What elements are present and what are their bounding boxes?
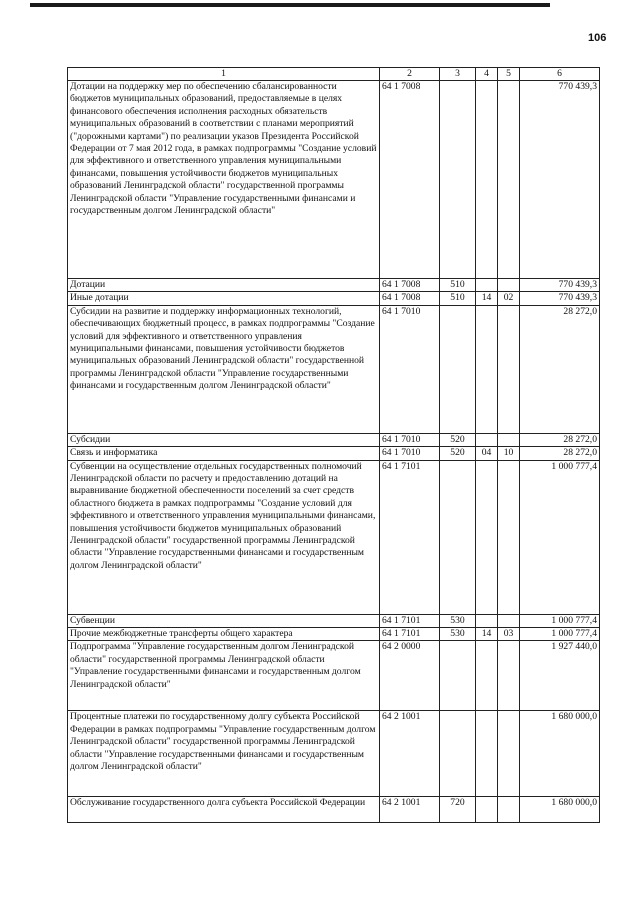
row-section-cell: 14 (476, 292, 498, 305)
header-col-4: 4 (476, 68, 498, 81)
row-expense-type-cell: 530 (440, 614, 476, 627)
table-row (68, 279, 600, 292)
budget-table (67, 67, 600, 823)
row-expense-type-cell: 510 (440, 279, 476, 292)
row-subsection-cell (498, 279, 520, 292)
table-row (68, 641, 600, 711)
row-subsection-cell (498, 433, 520, 446)
row-section-cell (476, 711, 498, 797)
row-target-article-cell: 64 1 7010 (380, 305, 440, 433)
row-section-cell (476, 460, 498, 614)
header-col-1: 1 (68, 68, 380, 81)
row-subsection-cell: 02 (498, 292, 520, 305)
row-amount-cell: 28 272,0 (520, 433, 600, 446)
header-col-6: 6 (520, 68, 600, 81)
row-target-article-cell: 64 1 7008 (380, 279, 440, 292)
row-target-article-cell: 64 1 7008 (380, 292, 440, 305)
row-target-article-cell: 64 2 0000 (380, 641, 440, 711)
row-expense-type-cell: 520 (440, 447, 476, 460)
row-amount-cell: 770 439,3 (520, 279, 600, 292)
row-subsection-cell (498, 641, 520, 711)
row-target-article-cell: 64 1 7101 (380, 614, 440, 627)
row-target-article-cell: 64 1 7008 (380, 81, 440, 279)
row-target-article-cell: 64 1 7010 (380, 433, 440, 446)
table-row (68, 460, 600, 614)
table-row (68, 433, 600, 446)
row-section-cell (476, 797, 498, 823)
row-expense-type-cell (440, 305, 476, 433)
row-subsection-cell (498, 305, 520, 433)
row-section-cell: 14 (476, 628, 498, 641)
page-number: 106 (588, 32, 607, 44)
row-subsection-cell (498, 797, 520, 823)
row-subsection-cell: 10 (498, 447, 520, 460)
row-name-cell: Процентные платежи по государственному долгу субъекта Российской Федерации в рамках подпрограммы "Управление государственным долгом Ленинградской области" государственной программы Ленинградской области "Управление государственными финансами и государственным долгом Ленинградской области" (68, 711, 380, 797)
row-section-cell (476, 614, 498, 627)
row-name-cell: Подпрограмма "Управление государственным долгом Ленинградской области" государственной программы Ленинградской области "Управление государственными финансами и государственным долгом Ленинградской области" (68, 641, 380, 711)
top-rule (30, 3, 550, 7)
row-name-cell: Прочие межбюджетные трансферты общего характера (68, 628, 380, 641)
row-amount-cell: 1 000 777,4 (520, 628, 600, 641)
row-amount-cell: 1 927 440,0 (520, 641, 600, 711)
row-target-article-cell: 64 1 7101 (380, 460, 440, 614)
row-section-cell: 04 (476, 447, 498, 460)
row-amount-cell: 770 439,3 (520, 81, 600, 279)
row-amount-cell: 28 272,0 (520, 305, 600, 433)
row-name-cell: Иные дотации (68, 292, 380, 305)
row-name-cell: Субвенции (68, 614, 380, 627)
row-amount-cell: 28 272,0 (520, 447, 600, 460)
row-section-cell (476, 641, 498, 711)
table-row (68, 305, 600, 433)
table-row (68, 711, 600, 797)
table-row (68, 628, 600, 641)
row-expense-type-cell: 530 (440, 628, 476, 641)
row-subsection-cell (498, 614, 520, 627)
row-subsection-cell (498, 81, 520, 279)
row-section-cell (476, 279, 498, 292)
row-amount-cell: 1 680 000,0 (520, 711, 600, 797)
row-name-cell: Дотации на поддержку мер по обеспечению сбалансированности бюджетов муниципальных образований, предоставляемые в целях финансового обеспечения исполнения расходных обязательств муниципальных образований в соответствии с планами мероприятий ("дорожными картами") по реализации указов Президента Российской Федерации от 7 мая 2012 года, в рамках подпрограммы "Создание условий для эффективного и ответственного управления муниципальными финансами, повышения устойчивости бюджетов муниципальных образований Ленинградской области" государственной программы Ленинградской области "Управление государственными финансами и государственным долгом Ленинградской области" (68, 81, 380, 279)
row-target-article-cell: 64 2 1001 (380, 711, 440, 797)
row-name-cell: Субсидии на развитие и поддержку информационных технологий, обеспечивающих бюджетный процесс, в рамках подпрограммы "Создание условий для эффективного и ответственного управления муниципальными финансами, повышения устойчивости бюджетов муниципальных образований Ленинградской области" государственной программы Ленинградской области "Управление государственными финансами и государственным долгом Ленинградской области" (68, 305, 380, 433)
table-row (68, 797, 600, 823)
row-subsection-cell: 03 (498, 628, 520, 641)
row-name-cell: Дотации (68, 279, 380, 292)
header-col-2: 2 (380, 68, 440, 81)
row-expense-type-cell (440, 460, 476, 614)
row-target-article-cell: 64 1 7010 (380, 447, 440, 460)
row-amount-cell: 1 000 777,4 (520, 460, 600, 614)
table-row (68, 447, 600, 460)
row-name-cell: Обслуживание государственного долга субъекта Российской Федерации (68, 797, 380, 823)
row-section-cell (476, 81, 498, 279)
row-name-cell: Субвенции на осуществление отдельных государственных полномочий Ленинградской области по расчету и предоставлению дотаций на выравнивание бюджетной обеспеченности поселений за счет средств областного бюджета в рамках подпрограммы "Создание условий для эффективного и ответственного управления муниципальными финансами, повышения устойчивости бюджетов муниципальных образований Ленинградской области" государственной программы Ленинградской области "Управление государственными финансами и государственным долгом Ленинградской области" (68, 460, 380, 614)
table-row (68, 292, 600, 305)
table-row (68, 81, 600, 279)
header-col-5: 5 (498, 68, 520, 81)
row-section-cell (476, 305, 498, 433)
table-row (68, 614, 600, 627)
row-expense-type-cell: 720 (440, 797, 476, 823)
header-col-3: 3 (440, 68, 476, 81)
row-subsection-cell (498, 460, 520, 614)
row-target-article-cell: 64 1 7101 (380, 628, 440, 641)
row-expense-type-cell (440, 641, 476, 711)
row-subsection-cell (498, 711, 520, 797)
row-expense-type-cell (440, 711, 476, 797)
row-expense-type-cell: 510 (440, 292, 476, 305)
row-amount-cell: 1 000 777,4 (520, 614, 600, 627)
table-header-row (68, 68, 600, 81)
row-name-cell: Связь и информатика (68, 447, 380, 460)
row-name-cell: Субсидии (68, 433, 380, 446)
row-section-cell (476, 433, 498, 446)
row-expense-type-cell (440, 81, 476, 279)
row-target-article-cell: 64 2 1001 (380, 797, 440, 823)
row-amount-cell: 1 680 000,0 (520, 797, 600, 823)
row-amount-cell: 770 439,3 (520, 292, 600, 305)
row-expense-type-cell: 520 (440, 433, 476, 446)
